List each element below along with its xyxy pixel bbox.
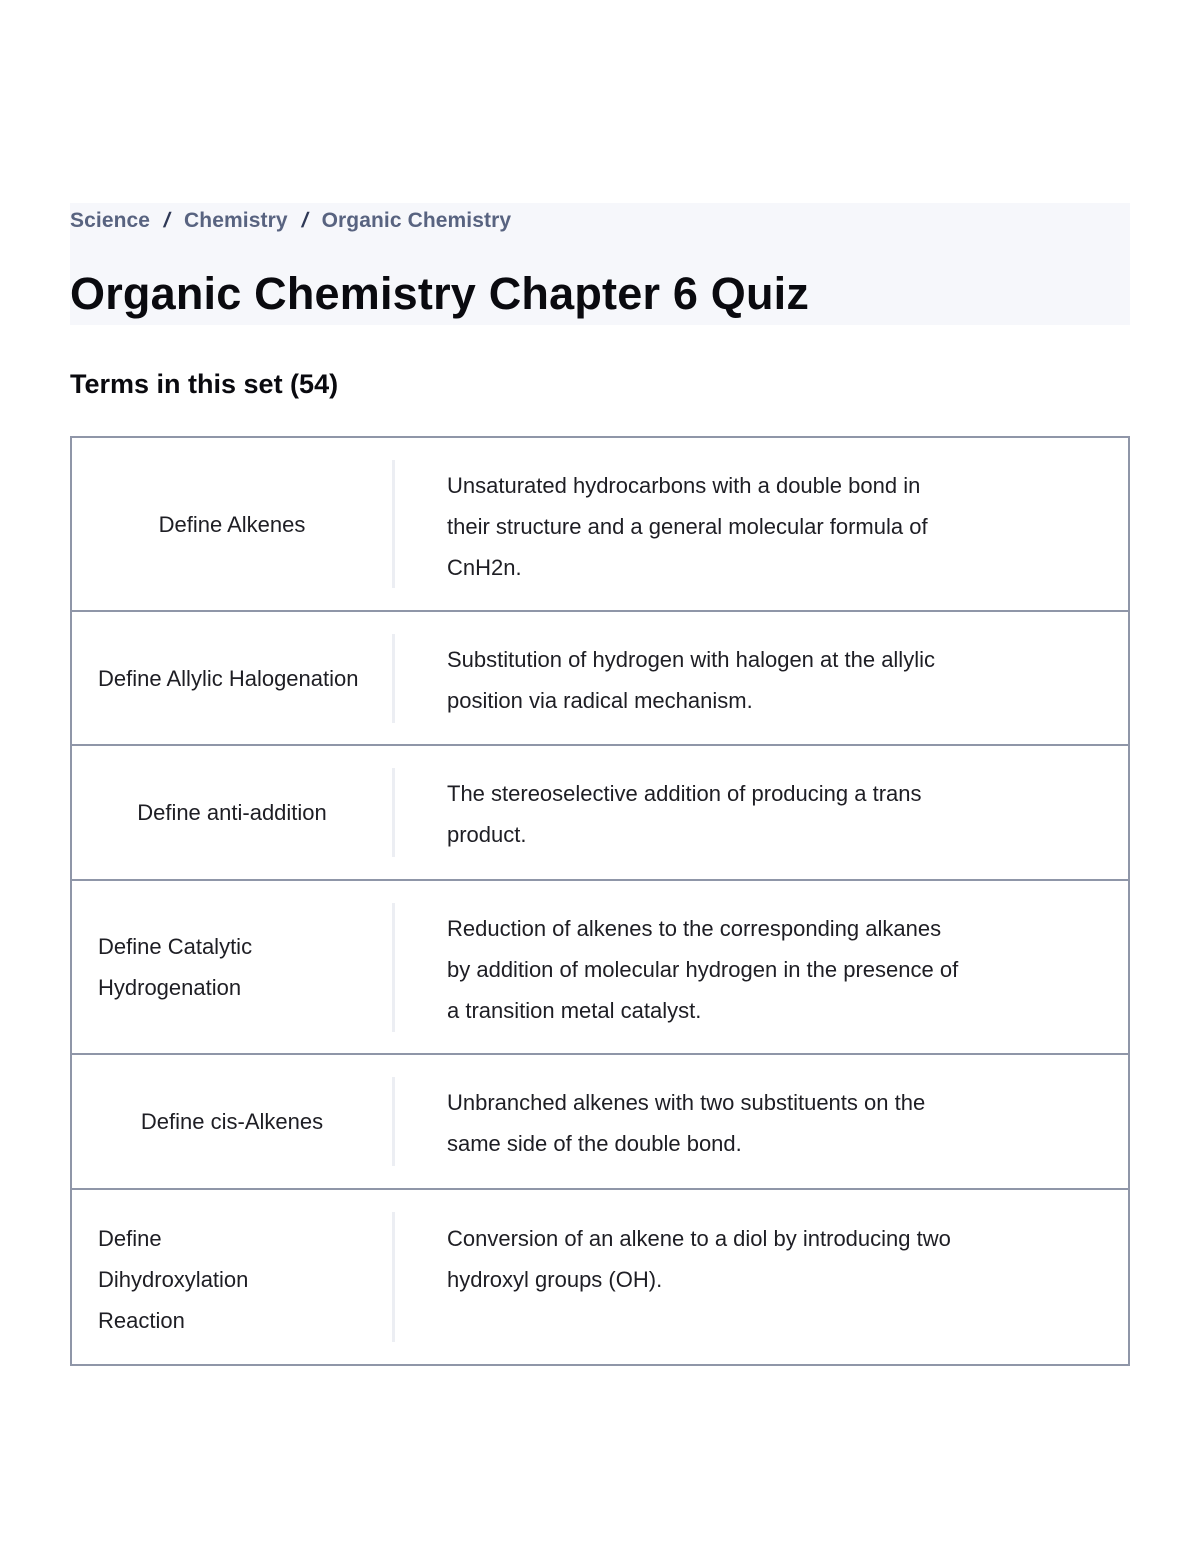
card-term: Define Alkenes	[158, 511, 306, 537]
breadcrumb	[70, 207, 511, 235]
card-definition-text: The stereoselective addition of producing a trans product.	[447, 781, 922, 847]
term-card	[70, 1188, 1130, 1366]
term-card	[70, 879, 1130, 1056]
breadcrumb-separator: /	[299, 209, 311, 232]
card-term-text: Define Dihydroxylation Reaction	[98, 1225, 249, 1333]
card-definition-text: Unsaturated hydrocarbons with a double bond in their structure and a general molecular formula of CnH2n.	[447, 473, 928, 580]
card-definition	[395, 438, 1128, 610]
term-card	[70, 744, 1130, 881]
card-definition	[395, 746, 1128, 879]
breadcrumb-item-chemistry[interactable]: Chemistry	[184, 209, 288, 232]
breadcrumb-item-organic-chemistry[interactable]: Organic Chemistry	[321, 209, 512, 232]
card-definition	[395, 612, 1128, 745]
card-definition	[395, 881, 1128, 1054]
card-definition-text: Unbranched alkenes with two substituents on the same side of the double bond.	[447, 1090, 926, 1156]
card-definition-text: Reduction of alkenes to the corresponding alkanes by addition of molecular hydrogen in the presence of a transition metal catalyst.	[447, 915, 959, 1023]
term-card	[70, 436, 1130, 612]
card-term: Define Allylic Halogenation	[98, 665, 359, 691]
term-card	[70, 610, 1130, 747]
breadcrumb-item-science[interactable]: Science	[70, 209, 151, 232]
card-term: Define cis-Alkenes	[140, 1109, 324, 1134]
terms-heading: Terms in this set (54)	[70, 369, 339, 399]
card-definition	[395, 1190, 1128, 1364]
card-definition-text: Conversion of an alkene to a diol by introducing two hydroxyl groups (OH).	[447, 1225, 951, 1292]
term-card-list	[70, 436, 1130, 1366]
page-title: Organic Chemistry Chapter 6 Quiz	[70, 268, 810, 319]
card-definition-text: Substitution of hydrogen with halogen at the allylic position via radical mechanism.	[447, 646, 935, 713]
card-term: Define Catalytic Hydrogenation	[98, 934, 253, 1000]
term-card	[70, 1053, 1130, 1190]
breadcrumb-separator: /	[161, 209, 173, 232]
card-definition	[395, 1055, 1128, 1188]
card-term: Define anti-addition	[137, 800, 327, 825]
card-term	[72, 1190, 392, 1364]
